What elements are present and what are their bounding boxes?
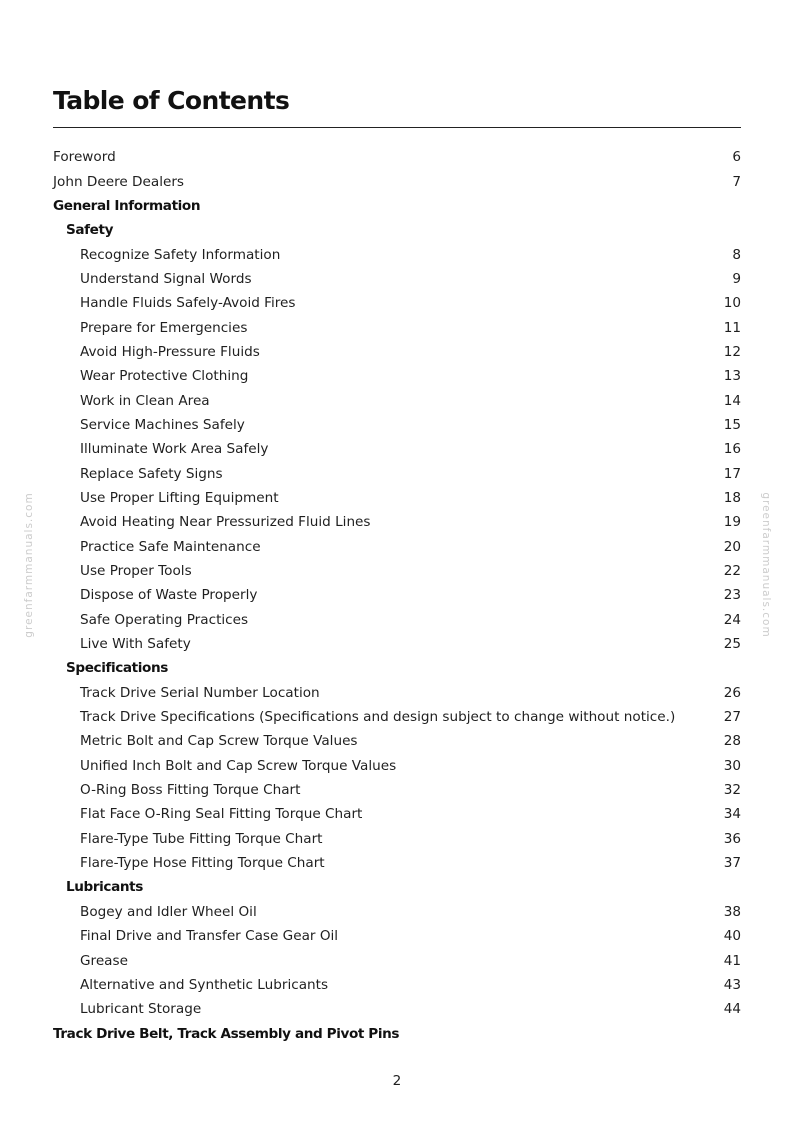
toc-entry[interactable] [53, 169, 741, 193]
toc-entry-page: 34 [723, 806, 741, 823]
page-title: Table of Contents [53, 86, 290, 115]
toc-entry-label: Flat Face O-Ring Seal Fitting Torque Chart [80, 806, 363, 823]
toc-entry-label: Unified Inch Bolt and Cap Screw Torque Values [80, 757, 397, 774]
toc-entry-page: 25 [723, 636, 741, 653]
toc-entry[interactable] [53, 608, 741, 632]
toc-entry-label: Dispose of Waste Properly [80, 587, 258, 604]
toc-entry-label: Recognize Safety Information [80, 246, 281, 263]
toc-entry-page: 36 [723, 830, 741, 847]
toc-entry-page: 6 [732, 149, 741, 166]
toc-entry-page: 23 [723, 587, 741, 604]
toc-entry-label: Work in Clean Area [80, 392, 210, 409]
toc-entry-label: Grease [80, 952, 128, 969]
toc-entry-page: 13 [723, 368, 741, 385]
toc-entry-label: General Information [53, 197, 201, 214]
toc-entry-label: Live With Safety [80, 636, 191, 653]
toc-section-heading [53, 218, 741, 242]
toc-entry-label: Use Proper Lifting Equipment [80, 489, 279, 506]
toc-entry[interactable] [53, 754, 741, 778]
toc-entry-label: Wear Protective Clothing [80, 368, 249, 385]
toc-entry[interactable] [53, 900, 741, 924]
toc-entry-label: Avoid High-Pressure Fluids [80, 343, 260, 360]
toc-entry-page: 20 [723, 538, 741, 555]
toc-entry-page: 26 [723, 684, 741, 701]
toc-entry-page: 18 [723, 489, 741, 506]
toc-entry-label: John Deere Dealers [53, 173, 185, 190]
toc-entry[interactable] [53, 851, 741, 875]
toc-entry-page: 9 [732, 270, 741, 287]
toc-entry-page: 8 [732, 246, 741, 263]
toc-entry[interactable] [53, 388, 741, 412]
toc-entry-page: 12 [723, 343, 741, 360]
toc-section-heading [53, 194, 741, 218]
toc-entry-page: 28 [723, 733, 741, 750]
toc-entry-page: 30 [723, 757, 741, 774]
toc-entry[interactable] [53, 486, 741, 510]
toc-entry-page: 7 [732, 173, 741, 190]
toc-entry[interactable] [53, 535, 741, 559]
toc-entry-page: 24 [723, 611, 741, 628]
toc-entry-page: 17 [723, 465, 741, 482]
toc-entry-page: 32 [723, 782, 741, 799]
toc-entry-label: Final Drive and Transfer Case Gear Oil [80, 928, 339, 945]
toc-entry-page: 27 [723, 709, 741, 726]
toc-entry-label: Handle Fluids Safely-Avoid Fires [80, 295, 296, 312]
toc-entry[interactable] [53, 973, 741, 997]
toc-entry-label: Specifications [66, 660, 168, 677]
toc-entry-page: 44 [723, 1001, 741, 1018]
toc-entry-page: 22 [723, 563, 741, 580]
toc-entry-label: Track Drive Specifications (Specifications and design subject to change without notice.) [80, 709, 676, 726]
toc-entry-label: Avoid Heating Near Pressurized Fluid Lines [80, 514, 371, 531]
toc-entry-label: Safe Operating Practices [80, 611, 249, 628]
toc-entry[interactable] [53, 242, 741, 266]
toc-entry-page: 19 [723, 514, 741, 531]
watermark-left: greenfarmmanuals.com [23, 492, 35, 638]
toc-entry-label: Illuminate Work Area Safely [80, 441, 269, 458]
toc-section-heading [53, 875, 741, 899]
toc-entry[interactable] [53, 340, 741, 364]
toc-entry[interactable] [53, 681, 741, 705]
toc-entry[interactable] [53, 291, 741, 315]
toc-entry-label: Prepare for Emergencies [80, 319, 248, 336]
watermark-right: greenfarmmanuals.com [760, 492, 772, 638]
toc-entry-label: Safety [66, 222, 114, 239]
toc-entry[interactable] [53, 997, 741, 1021]
toc-entry-page: 38 [723, 903, 741, 920]
toc-entry-label: Metric Bolt and Cap Screw Torque Values [80, 733, 358, 750]
title-divider [53, 127, 741, 128]
toc-entry[interactable] [53, 583, 741, 607]
toc-entry[interactable] [53, 778, 741, 802]
toc-section-heading [53, 656, 741, 680]
toc-entry-label: Alternative and Synthetic Lubricants [80, 976, 329, 993]
toc-entry[interactable] [53, 510, 741, 534]
toc-entry[interactable] [53, 364, 741, 388]
toc-entry-page: 37 [723, 855, 741, 872]
toc-entry-label: Lubricants [66, 879, 143, 896]
page-number: 2 [392, 1073, 402, 1089]
toc-entry-label: Bogey and Idler Wheel Oil [80, 903, 257, 920]
toc-entry-label: Understand Signal Words [80, 270, 252, 287]
toc-entry-label: Flare-Type Hose Fitting Torque Chart [80, 855, 325, 872]
toc-entry[interactable] [53, 729, 741, 753]
toc-entry-page: 41 [723, 952, 741, 969]
toc-entry[interactable] [53, 437, 741, 461]
toc-entry-label: Lubricant Storage [80, 1001, 202, 1018]
table-of-contents [53, 145, 741, 1046]
toc-entry-label: Flare-Type Tube Fitting Torque Chart [80, 830, 323, 847]
toc-entry[interactable] [53, 827, 741, 851]
toc-entry-page: 43 [723, 976, 741, 993]
toc-entry[interactable] [53, 632, 741, 656]
toc-entry-label: Track Drive Belt, Track Assembly and Pivot Pins [53, 1025, 400, 1042]
toc-entry-label: Track Drive Serial Number Location [80, 684, 320, 701]
toc-entry[interactable] [53, 267, 741, 291]
toc-section-heading [53, 1021, 741, 1045]
toc-entry-page: 15 [723, 416, 741, 433]
toc-entry[interactable] [53, 924, 741, 948]
toc-entry-label: Replace Safety Signs [80, 465, 223, 482]
toc-entry-page: 14 [723, 392, 741, 409]
toc-entry[interactable] [53, 705, 741, 729]
toc-entry-page: 16 [723, 441, 741, 458]
toc-entry[interactable] [53, 802, 741, 826]
toc-entry[interactable] [53, 145, 741, 169]
toc-entry-label: Use Proper Tools [80, 563, 192, 580]
toc-entry[interactable] [53, 948, 741, 972]
toc-entry-page: 11 [723, 319, 741, 336]
toc-entry[interactable] [53, 461, 741, 485]
toc-entry-label: Foreword [53, 149, 116, 166]
toc-entry[interactable] [53, 315, 741, 339]
toc-entry[interactable] [53, 413, 741, 437]
toc-entry-page: 40 [723, 928, 741, 945]
toc-entry-label: Practice Safe Maintenance [80, 538, 261, 555]
toc-entry-label: O-Ring Boss Fitting Torque Chart [80, 782, 301, 799]
toc-entry[interactable] [53, 559, 741, 583]
toc-entry-page: 10 [723, 295, 741, 312]
toc-entry-label: Service Machines Safely [80, 416, 245, 433]
